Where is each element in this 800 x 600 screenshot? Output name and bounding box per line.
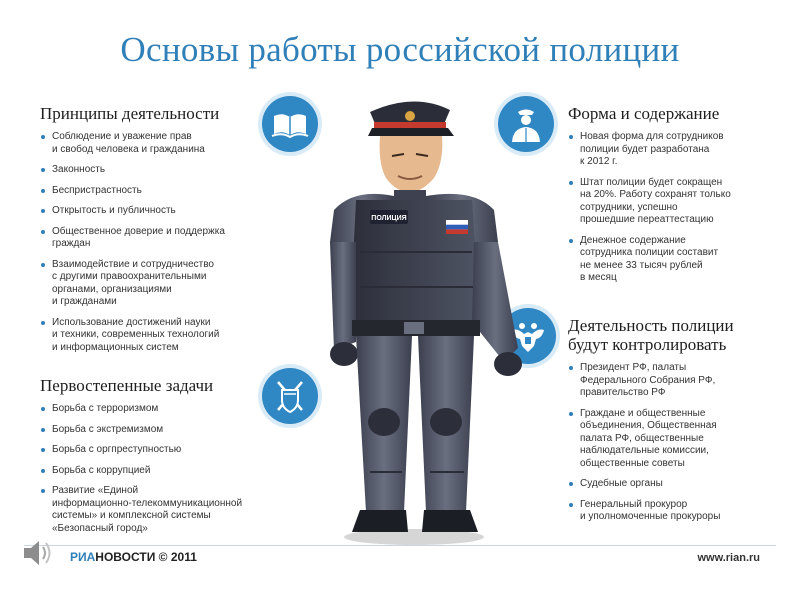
list-item: Использование достижений науки и техники, современных технологий и информационных систем: [40, 317, 275, 355]
list-item: Президент РФ, палаты Федерального Собрания РФ, правительство РФ: [568, 362, 768, 400]
list-item: Борьба с терроризмом: [40, 403, 285, 416]
list-item: Борьба с оргпреступностью: [40, 444, 285, 457]
list-item: Штат полиции будет сокращен на 20%. Работу сохранят только сотрудники, успешно прошедшие переаттестацию: [568, 177, 768, 227]
list-item: Взаимодействие и сотрудничество с другими правоохранительными органами, организациями и гражданами: [40, 259, 275, 309]
police-officer-illustration: [294, 92, 534, 547]
chest-badge: ПОЛИЦИЯ: [371, 215, 407, 222]
list-item: Общественное доверие и поддержка граждан: [40, 226, 275, 251]
list-item: Судебные органы: [568, 478, 768, 491]
footer-divider: [24, 545, 776, 546]
list-item: Законность: [40, 164, 275, 177]
speaker-icon[interactable]: [18, 533, 58, 578]
control-heading: Деятельность полиции будут контролировать: [568, 316, 734, 354]
list-item: Граждане и общественные объединения, Общественная палата РФ, общественные наблюдательные комиссии, общественные советы: [568, 408, 768, 471]
uniform-list: [568, 131, 768, 285]
list-item: Борьба с коррупцией: [40, 465, 285, 478]
brand-main: НОВОСТИ: [95, 550, 156, 564]
list-item: Открытость и публичность: [40, 205, 275, 218]
control-section: [568, 316, 768, 532]
uniform-section: [568, 104, 768, 293]
uniform-heading: Форма и содержание: [568, 104, 720, 123]
brand-prefix: РИА: [70, 550, 96, 564]
tasks-heading: Первостепенные задачи: [40, 376, 214, 395]
copyright-year: © 2011: [158, 550, 197, 564]
tasks-list: [40, 403, 285, 535]
principles-list: [40, 131, 275, 354]
list-item: Генеральный прокурор и уполномоченные прокуроры: [568, 499, 768, 524]
list-item: Новая форма для сотрудников полиции будет разработана к 2012 г.: [568, 131, 768, 169]
list-item: Денежное содержание сотрудника полиции составит не менее 33 тысяч рублей в месяц: [568, 235, 768, 285]
principles-section: [40, 104, 275, 362]
list-item: Развитие «Единой информационно-телекоммуникационной системы» и комплексной системы «Безопасный город»: [40, 485, 285, 535]
page-title: Основы работы российской полиции: [120, 30, 680, 69]
footer-brand: [70, 550, 197, 564]
principles-heading: Принципы деятельности: [40, 104, 220, 123]
list-item: Соблюдение и уважение прав и свобод человека и гражданина: [40, 131, 275, 156]
list-item: Беспристрастность: [40, 185, 275, 198]
tasks-section: [40, 376, 285, 543]
control-list: [568, 362, 768, 524]
footer-url: www.rian.ru: [697, 552, 760, 564]
list-item: Борьба с экстремизмом: [40, 424, 285, 437]
